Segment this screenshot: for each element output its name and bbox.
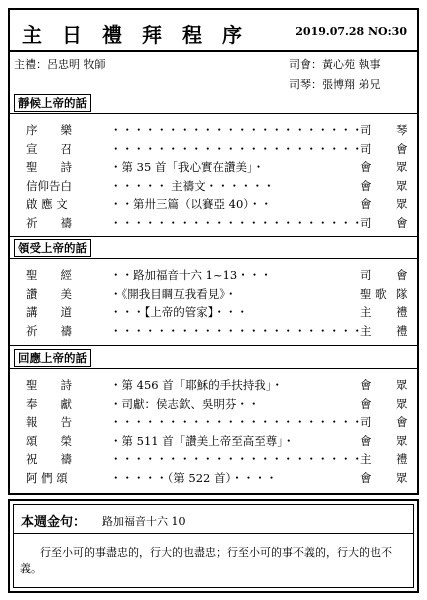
section-label-receiving: 領受上帝的話 bbox=[14, 239, 91, 257]
program-row bbox=[26, 121, 412, 139]
program-item-leader: 司 bbox=[360, 415, 372, 429]
program-item-title: 聖 經 bbox=[26, 268, 72, 282]
program-item-detail: ・・第卅三篇（以賽亞 40）・・ bbox=[110, 197, 273, 211]
program-item-leader-suffix: 眾 bbox=[396, 396, 408, 411]
program-item-detail: ・・・・・・・・・・・・・・・・・・・・・・ bbox=[110, 452, 363, 466]
page-title: 主日禮拜程序 bbox=[22, 23, 262, 47]
program-item-leader-suffix: 眾 bbox=[396, 470, 408, 485]
program-item-leader-suffix: 眾 bbox=[396, 378, 408, 392]
program-item-title: 祈 禱 bbox=[26, 323, 72, 338]
program-item-title: 宣 召 bbox=[26, 141, 72, 156]
program-item-title: 信仰告白 bbox=[26, 178, 72, 193]
program-item-leader-suffix: 眾 bbox=[396, 160, 408, 174]
verse-divider bbox=[14, 533, 413, 534]
program-item-leader: 會 bbox=[360, 433, 372, 448]
program-item-leader-suffix: 眾 bbox=[396, 178, 408, 193]
program-item-leader: 主 bbox=[360, 305, 372, 319]
section-divider bbox=[10, 258, 417, 259]
program-item-leader: 聖 歌 bbox=[360, 286, 387, 301]
program-item-leader-suffix: 禮 bbox=[396, 305, 408, 319]
section-divider bbox=[10, 345, 417, 346]
program-row bbox=[26, 322, 412, 340]
program-item-detail: ・・・・・（第 522 首）・・・・ bbox=[110, 470, 278, 485]
program-item-detail: ・・・・・・・・・・・・・・・・・・・・・・ bbox=[110, 215, 363, 230]
program-item-detail: ・第 511 首「讚美上帝至高至尊」・ bbox=[110, 433, 295, 448]
program-item-title: 報 告 bbox=[26, 415, 72, 429]
program-item-detail: ・司獻：侯志欽、吳明芬・・ bbox=[110, 396, 260, 411]
program-row bbox=[26, 195, 412, 213]
program-item-detail: ・・・【上帝的管家】・・・ bbox=[110, 305, 248, 319]
program-row bbox=[26, 285, 412, 303]
program-row bbox=[26, 177, 412, 195]
program-row bbox=[26, 214, 412, 232]
program-item-title: 阿 們 頌 bbox=[26, 470, 68, 485]
program-item-leader: 司 bbox=[360, 268, 372, 282]
program-item-leader: 會 bbox=[360, 396, 372, 411]
section-divider bbox=[10, 236, 417, 237]
weekly-verse-reference: 路加福音十六 10 bbox=[102, 515, 186, 528]
program-item-detail: ・・・・・・・・・・・・・・・・・・・・・・ bbox=[110, 141, 363, 156]
program-item-detail: ・・路加福音十六 1~13・・・ bbox=[110, 268, 272, 282]
program-item-leader: 會 bbox=[360, 470, 372, 485]
program-item-leader-suffix: 禮 bbox=[396, 452, 408, 466]
program-item-leader: 會 bbox=[360, 378, 372, 392]
section-divider bbox=[10, 113, 417, 114]
program-item-detail: ・第 35 首「我心實在讚美」・ bbox=[110, 160, 265, 174]
program-item-title: 奉 獻 bbox=[26, 396, 72, 411]
program-item-leader-suffix: 眾 bbox=[396, 197, 408, 211]
program-item-leader-suffix: 眾 bbox=[396, 433, 408, 448]
program-item-leader-suffix: 會 bbox=[396, 268, 408, 282]
program-item-leader: 司 bbox=[360, 215, 372, 230]
program-item-leader-suffix: 會 bbox=[396, 415, 408, 429]
program-item-leader-suffix: 琴 bbox=[396, 123, 408, 137]
section-divider bbox=[10, 368, 417, 369]
program-item-detail: ・・・・・・・・・・・・・・・・・・・・・・ bbox=[110, 323, 363, 338]
program-item-title: 讚 美 bbox=[26, 286, 72, 301]
program-item-title: 聖 詩 bbox=[26, 160, 72, 174]
program-item-leader: 會 bbox=[360, 197, 372, 211]
program-item-leader: 主 bbox=[360, 452, 372, 466]
program-row bbox=[26, 140, 412, 158]
program-item-title: 講 道 bbox=[26, 305, 72, 319]
program-row bbox=[26, 158, 412, 176]
program-row bbox=[26, 395, 412, 413]
bulletin-header bbox=[10, 10, 417, 52]
program-item-detail: ・《開我目睭互我看見》・ bbox=[110, 286, 237, 301]
weekly-verse-inner bbox=[13, 504, 414, 588]
program-row bbox=[26, 376, 412, 394]
program-item-leader: 主 bbox=[360, 323, 372, 338]
program-item-title: 啟 應 文 bbox=[26, 197, 68, 211]
program-item-title: 祈 禱 bbox=[26, 215, 72, 230]
program-item-leader: 司 bbox=[360, 141, 372, 156]
program-item-leader: 司 bbox=[360, 123, 372, 137]
organist-info: 司琴：張博翔 弟兄 bbox=[289, 78, 381, 91]
weekly-verse-label: 本週金句： bbox=[21, 515, 87, 530]
program-item-leader-suffix: 會 bbox=[396, 215, 408, 230]
order-of-worship-box bbox=[8, 8, 419, 495]
program-row bbox=[26, 432, 412, 450]
section-label-responding: 回應上帝的話 bbox=[14, 349, 91, 367]
program-item-title: 聖 詩 bbox=[26, 378, 72, 392]
program-item-leader-suffix: 禮 bbox=[396, 323, 408, 338]
host-info: 司會：黃心苑 執事 bbox=[289, 58, 381, 71]
program-row bbox=[26, 303, 412, 321]
program-item-leader: 會 bbox=[360, 160, 372, 174]
program-item-detail: ・・・・・ 主禱文・・・・・・ bbox=[110, 178, 275, 193]
program-item-detail: ・・・・・・・・・・・・・・・・・・・・・・ bbox=[110, 123, 363, 137]
date-issue-number: 2019.07.28 NO:30 bbox=[295, 25, 407, 38]
program-item-title: 祝 禱 bbox=[26, 452, 72, 466]
program-item-title: 序 樂 bbox=[26, 123, 72, 137]
section-label-waiting: 靜候上帝的話 bbox=[14, 94, 91, 112]
program-item-leader-suffix: 隊 bbox=[396, 286, 408, 301]
weekly-verse-box bbox=[8, 499, 419, 593]
program-row bbox=[26, 450, 412, 468]
preacher-info: 主禮：呂忠明 牧師 bbox=[14, 58, 106, 71]
program-item-detail: ・・・・・・・・・・・・・・・・・・・・・・ bbox=[110, 415, 363, 429]
program-row bbox=[26, 266, 412, 284]
weekly-verse-text: 行至小可的事盡忠的，行大的也盡忠；行至小可的事不義的，行大的也不義。 bbox=[20, 546, 392, 575]
program-item-leader-suffix: 會 bbox=[396, 141, 408, 156]
program-row bbox=[26, 469, 412, 487]
program-item-title: 頌 榮 bbox=[26, 433, 72, 448]
program-item-detail: ・第 456 首「耶穌的手扶持我」・ bbox=[110, 378, 284, 392]
program-item-leader: 會 bbox=[360, 178, 372, 193]
program-row bbox=[26, 413, 412, 431]
